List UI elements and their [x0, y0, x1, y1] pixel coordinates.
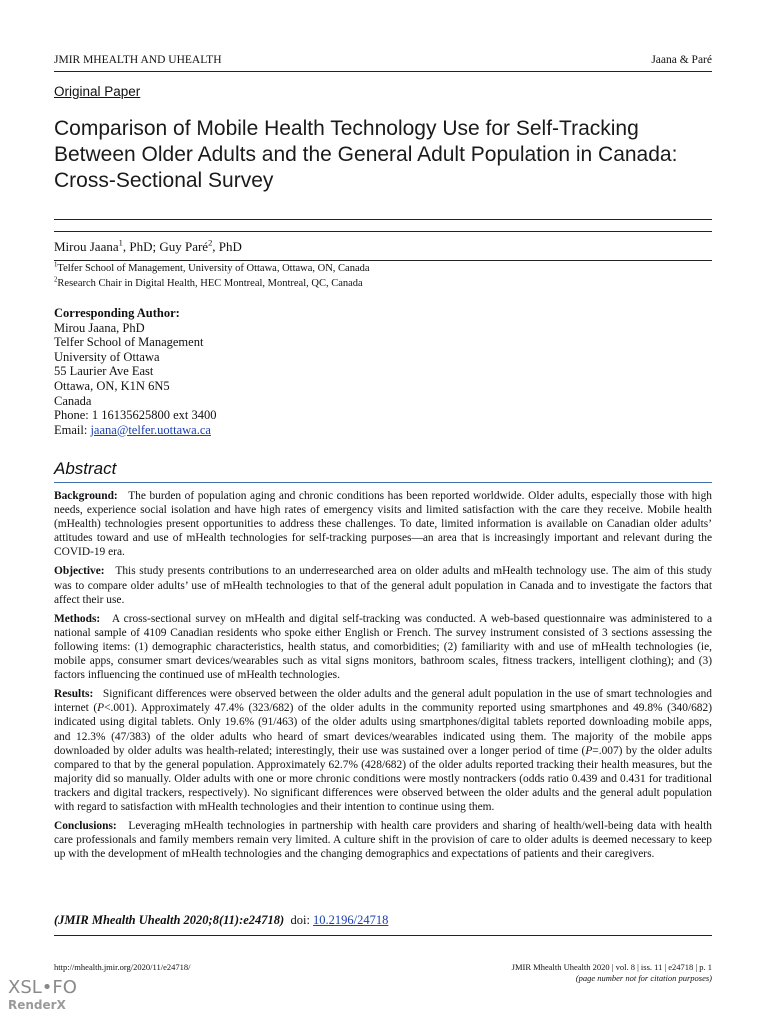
section-label: Results:: [54, 688, 94, 701]
abstract-heading: Abstract: [54, 459, 117, 478]
affiliation-text: Research Chair in Digital Health, HEC Montreal, Montreal, QC, Canada: [57, 278, 363, 289]
author-name: Mirou Jaana: [54, 239, 119, 254]
footer-divider: [54, 935, 712, 936]
section-text: This study presents contributions to an underresearched area on older adults and mHealth technology use. The aim of this study was to compare older adults’ use of mHealth technologies to that of the general adult population in Canada and to investigate the factors that affect their use.: [54, 565, 713, 606]
section-label: Background:: [54, 490, 118, 502]
email-link[interactable]: jaana@telfer.uottawa.ca: [90, 422, 211, 437]
abstract-results: [54, 687, 712, 814]
section-text: <.001). Approximately 47.4% (323/682) of the older adults in the community reported using smartphones and 49.8% (340/682) indicated using digital tablets. Only 19.6% (91/463) of the older adults using smartphones/digital tablets reported downloading mobile apps, and 12.3% (47/383) of the older adults who heard of smart devices/wearables indicated using them. The majority of the mobile apps downloaded by older adults was health-related; interestingly, their use was sustained over a longer period of time (: [54, 702, 712, 757]
header-divider: [54, 71, 712, 72]
email-line: [54, 423, 217, 438]
doi-link[interactable]: 10.2196/24718: [313, 913, 389, 927]
watermark-line: RenderX: [8, 998, 66, 1012]
p-value-symbol: P: [585, 744, 593, 757]
corresponding-line: University of Ottawa: [54, 349, 160, 364]
abstract-divider: [54, 482, 712, 483]
article-type: Original Paper: [54, 84, 141, 99]
article-title: Comparison of Mobile Health Technology Use for Self-Tracking Between Older Adults and the General Adult Population in Canada: Cross-Sectional Survey: [54, 117, 678, 192]
footer-journal-info: JMIR Mhealth Uhealth 2020 | vol. 8 | iss. 11 | e24718 | p. 1: [511, 962, 712, 972]
authors-divider: [54, 260, 712, 261]
corresponding-author: [54, 306, 217, 437]
section-text: Significant differences were observed between the older adults and the general adult population in the use of smart technologies and internet (: [54, 688, 712, 715]
journal-name: JMIR MHEALTH AND UHEALTH: [54, 54, 222, 66]
doi-label: doi:: [290, 913, 310, 927]
abstract-conclusions: [54, 819, 712, 861]
footer-url: http://mhealth.jmir.org/2020/11/e24718/: [54, 962, 191, 972]
corresponding-line: 55 Laurier Ave East: [54, 364, 154, 379]
abstract-background: [54, 489, 712, 559]
section-label: Conclusions:: [54, 820, 117, 833]
affiliation: [54, 278, 363, 289]
footer-info: [512, 962, 712, 984]
author-degree: , PhD;: [122, 239, 160, 254]
affiliation-number: 2: [54, 276, 58, 284]
section-text: Leveraging mHealth technologies in partnership with health care providers and sharing of health/well-being data with health care professionals and family members remain very limited. A culture shift in the provision of care to older adults is deemed necessary to keep up with the development of mHealth technologies and the changing demographics and expectations of patients and their caregivers.: [54, 820, 713, 861]
corresponding-heading: Corresponding Author:: [54, 306, 180, 320]
author-degree: , PhD: [212, 239, 242, 254]
affiliation: [54, 263, 370, 274]
citation: [54, 913, 388, 928]
p-value-symbol: P: [97, 702, 105, 715]
section-text: A cross-sectional survey on mHealth and digital self-tracking was conducted. A web-based questionnaire was administered to a national sample of 4109 Canadian residents who spoke either English or French. The survey instrument consisted of 3 sections assessing the following items: (1) demographic characteristics, health status, and comorbidities; (2) familiarity with and use of mHealth technologies (ie, mobile apps, consumer smart devices/wearables such as vital signs monitors, bathroom scales, fitness trackers, intelligent clothing); and (3) factors influencing the continued use of mHealth technologies.: [54, 612, 712, 682]
affiliation-number: 1: [54, 261, 58, 269]
corresponding-line: Ottawa, ON, K1N 6N5: [54, 378, 170, 393]
renderx-watermark-logo: [8, 978, 77, 1012]
corresponding-line: Telfer School of Management: [54, 335, 204, 350]
author-list: [54, 239, 242, 255]
abstract-methods: [54, 612, 712, 682]
email-label: Email:: [54, 422, 91, 437]
corresponding-line: Phone: 1 16135625800 ext 3400: [54, 408, 217, 423]
article-page: [54, 0, 712, 1024]
affiliation-text: Telfer School of Management, University of Ottawa, Ottawa, ON, Canada: [57, 263, 370, 274]
running-authors: Jaana & Paré: [651, 54, 712, 66]
title-divider-bottom: [54, 231, 712, 232]
section-label: Objective:: [54, 565, 105, 578]
corresponding-line: Canada: [54, 393, 92, 408]
section-label: Methods:: [54, 612, 101, 625]
corresponding-line: Mirou Jaana, PhD: [54, 320, 145, 335]
abstract-body: [54, 489, 712, 866]
footer-note: (page number not for citation purposes): [575, 973, 712, 983]
citation-text: (JMIR Mhealth Uhealth 2020;8(11):e24718): [54, 913, 285, 927]
author-affiliation-number: 1: [118, 237, 123, 248]
author-name: Guy Paré: [159, 239, 209, 254]
watermark-line: XSL•FO: [8, 977, 77, 998]
running-header: [54, 54, 712, 66]
abstract-objective: [54, 564, 712, 606]
title-divider-top: [54, 219, 712, 220]
section-text: The burden of population aging and chronic conditions has been reported worldwide. Older adults, especially those with high needs, experience social isolation and have high rates of emergency visits and limited satisfaction with the care they receive. Mobile health (mHealth) technologies present opportunities to address these challenges. To date, limited information is available on Canadian older adults’ attitudes toward and use of mHealth technologies for self-tracking purposes—an area that is increasingly important and relevant during the COVID-19 era.: [54, 490, 712, 559]
section-text: =.007) by the older adults compared to that by the general population. Approximately 62.7% (428/682) of the older adults reported tracking their health measures, but the majority did so manually. Older adults with one or more chronic conditions were mostly nontrackers (odds ratio 0.439 and 0.431 for traditional trackers and digital trackers, respectively). No significant differences were observed between the older adults and the general adult population with regard to satisfaction with mHealth technologies and their intention to continue using them.: [54, 744, 712, 813]
author-affiliation-number: 2: [208, 237, 213, 248]
